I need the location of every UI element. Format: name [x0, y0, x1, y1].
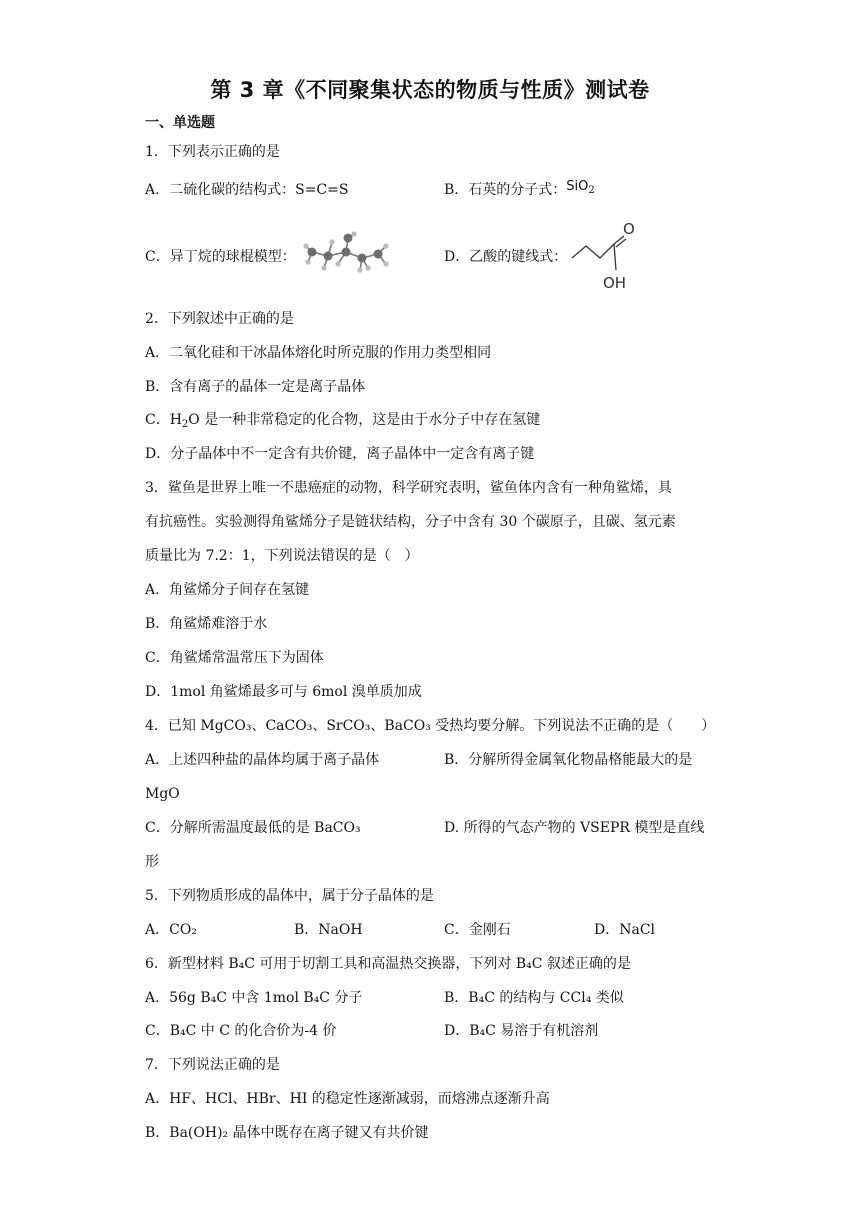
page-title: 第 3 章《不同聚集状态的物质与性质》测试卷 [210, 78, 650, 102]
q5-option-c: C．金刚石 [444, 922, 511, 938]
q2-option-a: A．二氧化硅和干冰晶体熔化时所克服的作用力类型相同 [145, 345, 492, 361]
q7-option-a: A．HF、HCl、HBr、HI 的稳定性逐渐减弱，而熔沸点逐渐升高 [145, 1091, 550, 1107]
q6-option-a: A．56g B₄C 中含 1mol B₄C 分子 [145, 990, 363, 1006]
q6-option-b: B．B₄C 的结构与 CCl₄ 类似 [444, 990, 624, 1006]
q6-option-d: D．B₄C 易溶于有机溶剂 [444, 1023, 599, 1039]
acetic-acid-oh-label: OH [603, 274, 627, 292]
isobutane-ball-stick-model [302, 232, 394, 274]
q1-stem: 1．下列表示正确的是 [145, 144, 280, 160]
q6-stem: 6．新型材料 B₄C 可用于切割工具和高温热交换器，下列对 B₄C 叙述正确的是 [145, 956, 631, 972]
q1-option-c: C．异丁烷的球棍模型： [145, 249, 296, 265]
q3-stem-line2: 有抗癌性。实验测得角鲨烯分子是链状结构，分子中含有 30 个碳原子，且碳、氢元素 [145, 514, 676, 530]
acetic-acid-o-label: O [623, 220, 635, 238]
q7-option-b: B．Ba(OH)₂ 晶体中既存在离子键又有共价键 [145, 1125, 429, 1141]
q3-option-c: C．角鲨烯常温常压下为固体 [145, 650, 324, 666]
q3-option-a: A．角鲨烯分子间存在氢键 [145, 582, 310, 598]
q5-option-a: A．CO₂ [145, 922, 197, 938]
q4-stem: 4．已知 MgCO₃、CaCO₃、SrCO₃、BaCO₃ 受热均要分解。下列说法不正确的是（ ） [145, 718, 716, 734]
q1-option-b: B．石英的分子式：SiO$_2$ [444, 179, 595, 198]
q5-option-d: D．NaCl [594, 922, 656, 938]
q5-stem: 5．下列物质形成的晶体中，属于分子晶体的是 [145, 888, 434, 904]
q4-option-b: B．分解所得金属氧化物晶格能最大的是 [444, 752, 693, 768]
q3-stem-line1: 3．鲨鱼是世界上唯一不患癌症的动物，科学研究表明，鲨鱼体内含有一种角鲨烯，具 [145, 480, 672, 496]
q4-option-b-continued: MgO [145, 786, 180, 802]
q2-option-b: B．含有离子的晶体一定是离子晶体 [145, 379, 366, 395]
q3-stem-line3: 质量比为 7.2：1，下列说法错误的是（ ） [145, 548, 419, 564]
q3-option-b: B．角鲨烯难溶于水 [145, 616, 268, 632]
q7-stem: 7．下列说法正确的是 [145, 1057, 280, 1073]
q2-stem: 2．下列叙述中正确的是 [145, 311, 294, 327]
q2-option-d: D．分子晶体中不一定含有共价键，离子晶体中一定含有离子键 [145, 446, 535, 462]
acetic-acid-skeletal-formula [570, 220, 640, 292]
q4-option-c: C．分解所需温度最低的是 BaCO₃ [145, 820, 361, 836]
section-heading: 一、单选题 [145, 115, 215, 131]
q6-option-c: C．B₄C 中 C 的化合价为-4 价 [145, 1023, 337, 1039]
q1-option-a: A．二硫化碳的结构式：S=C=S [145, 182, 349, 198]
q4-option-d-continued: 形 [145, 854, 159, 870]
q4-option-d: D. 所得的气态产物的 VSEPR 模型是直线 [444, 820, 705, 836]
q2-option-c: C．$H_2O$ 是一种非常稳定的化合物，这是由于水分子中存在氢键 [145, 412, 541, 430]
q1-option-d: D．乙酸的键线式： [444, 249, 568, 265]
q5-option-b: B．NaOH [294, 922, 363, 938]
q3-option-d: D．1mol 角鲨烯最多可与 6mol 溴单质加成 [145, 684, 422, 700]
q4-option-a: A．上述四种盐的晶体均属于离子晶体 [145, 752, 380, 768]
